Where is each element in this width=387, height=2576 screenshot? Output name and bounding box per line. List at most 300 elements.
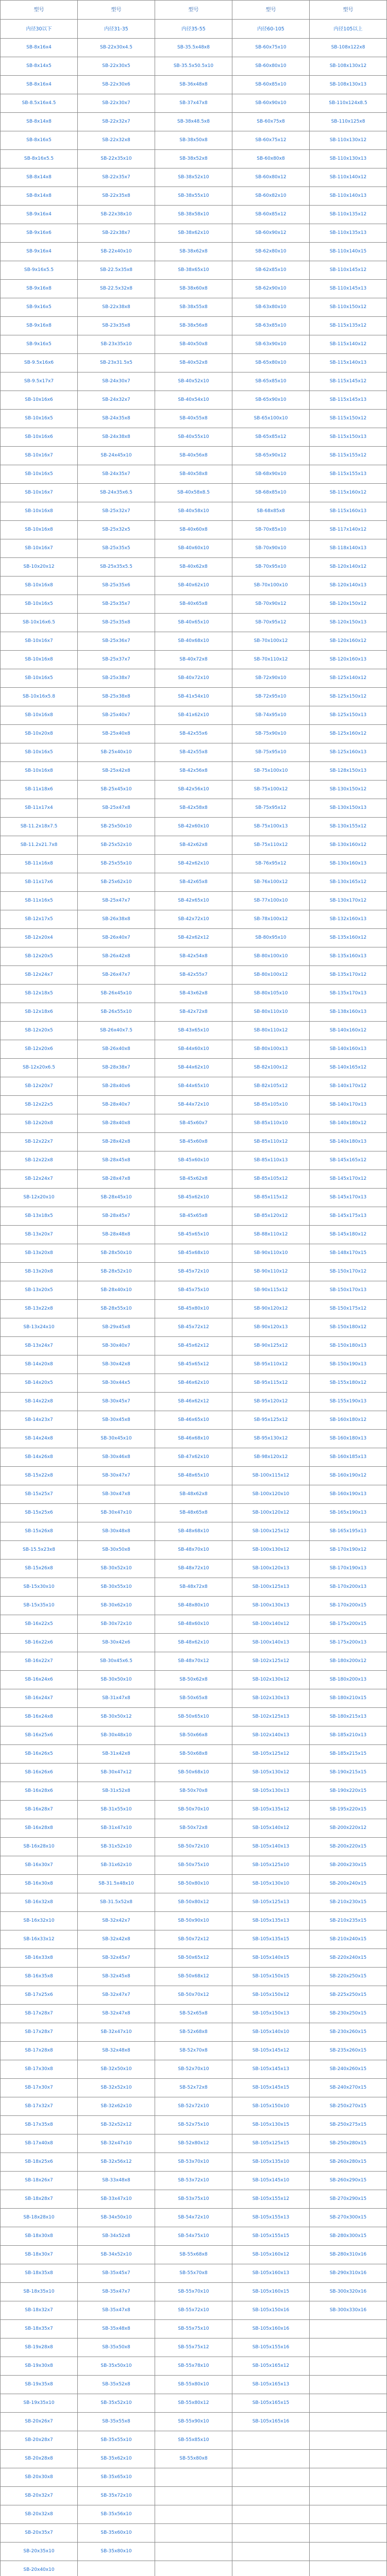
model-cell: SB-50x62x8 [155,1671,232,1689]
model-cell: SB-110x125x8 [310,113,387,131]
model-cell: SB-32x48x8 [78,2042,155,2060]
table-row [1,243,387,261]
model-cell: SB-190x215x15 [310,1764,387,1782]
table-row [1,168,387,187]
table-row [1,1986,387,2005]
model-cell: SB-70x110x12 [232,651,310,669]
model-cell: SB-38x56x8 [155,317,232,335]
model-cell: SB-30x47x8 [78,1485,155,1504]
model-cell: SB-102x140x13 [232,1726,310,1745]
model-cell: SB-105x135x10 [232,2153,310,2172]
model-cell: SB-10x16x8 [1,651,78,669]
model-cell: SB-90x125x12 [232,1337,310,1355]
model-cell: SB-43x62x8 [155,985,232,1003]
model-cell: SB-32x47x7 [78,1986,155,2005]
model-cell: SB-31x42x8 [78,1745,155,1764]
model-cell: SB-70x100x10 [232,577,310,595]
model-cell: SB-10x16x7 [1,484,78,502]
model-cell: SB-16x25x6 [1,1726,78,1745]
model-cell [232,2450,310,2468]
model-cell: SB-75x90x10 [232,725,310,743]
model-cell: SB-50x75x10 [155,1856,232,1875]
model-cell: SB-160x190x12 [310,1467,387,1485]
table-row [1,1560,387,1578]
model-cell: SB-55x75x10 [155,2320,232,2338]
model-cell: SB-10x16x8 [1,502,78,521]
model-cell: SB-33x48x8 [78,2172,155,2190]
model-cell: SB-135x160x12 [310,929,387,947]
model-cell: SB-42x62x10 [155,855,232,873]
table-row [1,2357,387,2376]
model-cell: SB-105x145x10 [232,2172,310,2190]
model-cell [232,2468,310,2487]
table-row [1,372,387,391]
model-cell: SB-8x14x8 [1,168,78,187]
model-cell: SB-32x47x8 [78,2005,155,2023]
model-cell: SB-38x62x10 [155,224,232,243]
model-cell: SB-165x195x13 [310,1522,387,1541]
model-cell: SB-30x48x10 [78,1726,155,1745]
model-cell: SB-52x68x8 [155,2023,232,2042]
model-cell: SB-12x20x6.5 [1,1059,78,1077]
model-cell: SB-10x16x6 [1,428,78,447]
model-cell: SB-16x33x12 [1,1930,78,1949]
model-cell: SB-35x45x7 [78,2264,155,2283]
model-cell: SB-300x320x16 [310,2283,387,2301]
model-cell: SB-50x90x10 [155,1912,232,1930]
table-row [1,335,387,354]
model-cell: SB-132x160x13 [310,910,387,929]
range-header-3: 内径35-55 [155,20,232,39]
model-cell: SB-32x47x10 [78,2023,155,2042]
model-cell: SB-65x85x12 [232,428,310,447]
model-cell: SB-17x28x7 [1,2023,78,2042]
model-cell: SB-14x20x8 [1,1355,78,1374]
model-cell: SB-53x72x10 [155,2172,232,2190]
model-cell: SB-38x62x8 [155,243,232,261]
model-cell: SB-50x65x12 [155,1949,232,1968]
model-cell: SB-105x130x12 [232,1764,310,1782]
table-row [1,1726,387,1745]
table-row [1,1504,387,1522]
model-cell [310,2394,387,2413]
table-row [1,2060,387,2079]
table-row [1,1022,387,1040]
table-row [1,187,387,206]
model-cell: SB-24x45x10 [78,447,155,465]
model-cell: SB-290x310x16 [310,2264,387,2283]
model-cell: SB-100x115x12 [232,1467,310,1485]
model-cell: SB-16x33x8 [1,1949,78,1968]
model-cell: SB-80x105x10 [232,985,310,1003]
table-row [1,1930,387,1949]
model-cell: SB-115x160x13 [310,502,387,521]
model-cell: SB-75x110x12 [232,836,310,855]
model-cell: SB-13x20x5 [1,1281,78,1300]
model-cell: SB-17x30x7 [1,2079,78,2097]
model-cell: SB-105x145x13 [232,2060,310,2079]
table-row [1,2023,387,2042]
model-cell [310,2357,387,2376]
model-cell [310,2524,387,2543]
table-row [1,2134,387,2153]
model-cell: SB-300x330x16 [310,2301,387,2320]
table-row [1,1875,387,1893]
model-cell: SB-75x95x10 [232,743,310,762]
model-cell: SB-28x47x8 [78,1170,155,1189]
model-cell: SB-100x120x10 [232,1485,310,1504]
model-cell: SB-48x60x10 [155,1615,232,1634]
model-cell [78,2561,155,2576]
column-header-4: 型号 [232,1,310,20]
model-cell: SB-105x140x12 [232,1819,310,1838]
model-cell: SB-105x155x15 [232,2227,310,2246]
model-cell: SB-25x32x7 [78,502,155,521]
model-cell: SB-26x40x7 [78,929,155,947]
model-cell: SB-35x80x10 [78,2543,155,2561]
model-cell: SB-11.2x18x7.5 [1,818,78,836]
model-cell: SB-130x150x13 [310,799,387,818]
model-cell: SB-100x120x12 [232,1504,310,1522]
table-row [1,1838,387,1856]
model-cell: SB-18x28x7 [1,2190,78,2209]
model-cell: SB-22x40x10 [78,243,155,261]
table-row [1,1578,387,1597]
model-cell: SB-20x26x7 [1,2413,78,2431]
model-cell: SB-50x80x10 [155,1875,232,1893]
model-cell: SB-30x62x10 [78,1597,155,1615]
model-cell: SB-50x68x8 [155,1745,232,1764]
model-cell: SB-105x145x15 [232,2079,310,2097]
model-cell: SB-160x190x13 [310,1485,387,1504]
table-row [1,2042,387,2060]
table-row [1,1003,387,1022]
model-cell: SB-75x95x12 [232,799,310,818]
model-cell: SB-100x120x13 [232,1560,310,1578]
table-row [1,2450,387,2468]
model-cell: SB-38x55x8 [155,298,232,317]
model-cell: SB-16x35x8 [1,1968,78,1986]
model-cell: SB-10x16x7 [1,632,78,651]
model-cell [232,2487,310,2505]
model-cell: SB-105x160x12 [232,2246,310,2264]
header-row [1,1,387,20]
table-row [1,1689,387,1708]
table-row [1,595,387,614]
model-cell: SB-40x52x10 [155,372,232,391]
model-cell: SB-52x70x8 [155,2042,232,2060]
model-cell [310,2468,387,2487]
table-row [1,947,387,966]
table-row [1,2227,387,2246]
table-row [1,1300,387,1318]
model-cell: SB-70x90x10 [232,539,310,558]
model-cell: SB-120x160x13 [310,651,387,669]
model-cell: SB-32x52x10 [78,2079,155,2097]
model-cell: SB-145x175x13 [310,1207,387,1226]
model-cell [310,2320,387,2338]
model-cell: SB-50x68x10 [155,1764,232,1782]
model-cell: SB-105x160x16 [232,2320,310,2338]
model-cell: SB-105x145x12 [232,2042,310,2060]
model-cell: SB-38x52x8 [155,150,232,168]
model-cell: SB-105x155x12 [232,2190,310,2209]
model-cell: SB-50x66x8 [155,1726,232,1745]
table-row [1,150,387,168]
model-cell: SB-250x275x15 [310,2116,387,2134]
table-row [1,1318,387,1337]
model-cell: SB-100x130x12 [232,1541,310,1560]
model-cell: SB-210x240x15 [310,1930,387,1949]
model-cell: SB-15x22x8 [1,1467,78,1485]
model-cell: SB-130x165x12 [310,873,387,892]
model-cell: SB-16x28x6 [1,1782,78,1801]
model-cell: SB-270x300x15 [310,2209,387,2227]
model-cell: SB-105x125x13 [232,1893,310,1912]
model-cell: SB-16x22x5 [1,1615,78,1634]
model-cell: SB-250x280x15 [310,2134,387,2153]
model-cell: SB-130x160x12 [310,836,387,855]
model-cell: SB-10x16x6 [1,391,78,410]
model-cell: SB-11x18x6 [1,781,78,799]
model-cell: SB-22x38x10 [78,206,155,224]
model-cell: SB-68x90x10 [232,465,310,484]
model-cell: SB-12x20x4 [1,929,78,947]
table-row [1,1355,387,1374]
model-cell: SB-32x56x12 [78,2153,155,2172]
model-cell: SB-120x150x12 [310,595,387,614]
model-cell: SB-170x200x15 [310,1597,387,1615]
model-cell: SB-80x95x10 [232,929,310,947]
table-row [1,1819,387,1838]
table-row [1,261,387,280]
model-cell: SB-102x125x12 [232,1652,310,1671]
model-cell: SB-35x72x10 [78,2487,155,2505]
model-cell: SB-210x235x15 [310,1912,387,1930]
model-cell: SB-160x180x13 [310,1430,387,1448]
model-cell: SB-105x130x10 [232,1875,310,1893]
model-cell: SB-42x55x8 [155,743,232,762]
model-cell: SB-16x24x7 [1,1689,78,1708]
model-cell: SB-17x40x8 [1,2134,78,2153]
model-cell: SB-30x47x7 [78,1467,155,1485]
model-cell: SB-230x260x15 [310,2023,387,2042]
model-cell: SB-55x75x12 [155,2338,232,2357]
model-cell: SB-32x62x10 [78,2097,155,2116]
model-cell: SB-22x38x8 [78,298,155,317]
model-cell: SB-25x47x7 [78,892,155,910]
model-cell: SB-50x72x10 [155,1838,232,1856]
model-cell: SB-200x220x12 [310,1819,387,1838]
model-cell: SB-23x31.5x5 [78,354,155,372]
model-cell: SB-128x150x13 [310,762,387,781]
model-cell [310,2431,387,2450]
model-cell: SB-150x190x13 [310,1355,387,1374]
table-row [1,1708,387,1726]
model-cell: SB-52x72x10 [155,2097,232,2116]
model-cell: SB-45x72x12 [155,1318,232,1337]
model-cell: SB-25x35x6 [78,577,155,595]
model-cell: SB-18x25x6 [1,2153,78,2172]
model-cell: SB-9x16x4 [1,243,78,261]
model-cell: SB-48x62x8 [155,1485,232,1504]
model-cell: SB-72x95x10 [232,688,310,706]
model-cell: SB-60x90x10 [232,94,310,113]
model-cell: SB-65x80x10 [232,354,310,372]
model-cell: SB-30x48x8 [78,1522,155,1541]
model-cell: SB-10x16x7 [1,447,78,465]
model-cell: SB-260x290x15 [310,2172,387,2190]
model-cell: SB-160x185x13 [310,1448,387,1467]
model-cell: SB-45x65x12 [155,1355,232,1374]
model-cell: SB-22.5x32x8 [78,280,155,298]
table-row [1,1541,387,1560]
model-cell: SB-180x200x13 [310,1671,387,1689]
model-cell: SB-150x180x13 [310,1337,387,1355]
model-cell: SB-40x56x8 [155,447,232,465]
model-cell: SB-8x16x5.5 [1,150,78,168]
model-cell: SB-120x160x12 [310,632,387,651]
model-cell: SB-17x30x8 [1,2060,78,2079]
model-cell: SB-14x20x5 [1,1374,78,1393]
model-cell: SB-11x16x8 [1,855,78,873]
model-cell: SB-9x16x5 [1,298,78,317]
model-cell: SB-68x85x8 [232,502,310,521]
model-cell: SB-26x45x10 [78,985,155,1003]
column-header-1: 型号 [1,1,78,20]
model-cell: SB-135x170x13 [310,985,387,1003]
table-row [1,706,387,725]
model-cell: SB-45x60x7 [155,1114,232,1133]
model-cell: SB-55x80x12 [155,2394,232,2413]
table-row [1,1597,387,1615]
model-cell: SB-85x110x12 [232,1133,310,1151]
model-cell: SB-22x30x7 [78,94,155,113]
model-cell: SB-14x22x8 [1,1393,78,1411]
model-cell: SB-100x125x12 [232,1522,310,1541]
model-cell: SB-105x135x15 [232,1930,310,1949]
model-cell: SB-65x90x10 [232,391,310,410]
model-cell: SB-35x52x8 [78,2376,155,2394]
model-cell: SB-63x85x10 [232,317,310,335]
model-cell: SB-40x62x10 [155,577,232,595]
model-cell: SB-225x250x15 [310,1986,387,2005]
model-cell: SB-30x50x8 [78,1541,155,1560]
model-cell: SB-28x45x10 [78,1189,155,1207]
model-cell: SB-20x30x8 [1,2468,78,2487]
model-cell: SB-80x100x10 [232,947,310,966]
table-row [1,1151,387,1170]
model-cell: SB-100x125x13 [232,1578,310,1597]
model-cell: SB-8x16x4 [1,76,78,94]
model-cell: SB-150x170x13 [310,1281,387,1300]
model-cell: SB-22x38x7 [78,224,155,243]
model-cell: SB-42x72x8 [155,1003,232,1022]
model-cell: SB-125x160x12 [310,725,387,743]
model-cell: SB-100x140x12 [232,1615,310,1634]
model-cell: SB-35x55x10 [78,2431,155,2450]
table-row [1,836,387,855]
table-row [1,1114,387,1133]
model-cell: SB-117x140x12 [310,521,387,539]
model-cell: SB-45x60x8 [155,1133,232,1151]
model-cell: SB-150x175x12 [310,1300,387,1318]
model-cell: SB-28x52x10 [78,1263,155,1281]
model-cell: SB-170x200x13 [310,1578,387,1597]
model-cell: SB-55x78x10 [155,2357,232,2376]
model-cell: SB-32x50x10 [78,2060,155,2079]
model-cell: SB-15x25x7 [1,1485,78,1504]
model-cell: SB-105x140x15 [232,1949,310,1968]
table-row [1,2320,387,2338]
model-cell: SB-76x95x12 [232,855,310,873]
model-cell: SB-120x150x13 [310,614,387,632]
model-cell: SB-42x62x8 [155,836,232,855]
model-cell: SB-35x60x10 [78,2524,155,2543]
model-cell: SB-22x30x6 [78,76,155,94]
model-cell: SB-22x35x8 [78,187,155,206]
table-row [1,39,387,57]
model-cell: SB-25x35x5.5 [78,558,155,577]
model-cell: SB-16x26x6 [1,1764,78,1782]
model-cell: SB-12x20x6 [1,1040,78,1059]
model-cell: SB-35x50x10 [78,2357,155,2376]
model-cell: SB-48x68x10 [155,1522,232,1541]
model-cell: SB-30x52x10 [78,1560,155,1578]
model-cell: SB-18x30x7 [1,2246,78,2264]
table-row [1,558,387,577]
model-cell: SB-13x22x8 [1,1300,78,1318]
model-cell: SB-25x62x10 [78,873,155,892]
model-cell: SB-25x36x7 [78,632,155,651]
model-cell: SB-30x44x5 [78,1374,155,1393]
model-cell: SB-38x60x8 [155,280,232,298]
model-cell: SB-62x85x10 [232,261,310,280]
table-row [1,1077,387,1096]
model-cell [232,2524,310,2543]
model-cell: SB-30x72x10 [78,1615,155,1634]
table-row [1,2097,387,2116]
model-cell: SB-32x52x12 [78,2116,155,2134]
model-cell: SB-16x24x8 [1,1708,78,1726]
model-cell: SB-220x240x15 [310,1949,387,1968]
model-cell: SB-24x38x8 [78,428,155,447]
model-cell: SB-45x65x10 [155,1226,232,1244]
model-cell: SB-30x45x7 [78,1393,155,1411]
model-cell: SB-125x150x13 [310,706,387,725]
model-cell: SB-102x130x12 [232,1671,310,1689]
model-cell: SB-250x270x15 [310,2097,387,2116]
model-cell: SB-8x14x5 [1,57,78,76]
model-cell: SB-105x140x13 [232,1838,310,1856]
model-cell: SB-90x115x12 [232,1281,310,1300]
model-cell: SB-130x170x12 [310,892,387,910]
model-cell: SB-70x85x10 [232,521,310,539]
model-cell: SB-105x125x12 [232,1745,310,1764]
model-cell: SB-24x35x6.5 [78,484,155,502]
model-cell: SB-95x110x12 [232,1355,310,1374]
model-cell: SB-55x85x10 [155,2431,232,2450]
table-row [1,2246,387,2264]
model-cell: SB-60x85x12 [232,206,310,224]
model-cell: SB-145x170x12 [310,1170,387,1189]
model-cell: SB-165x190x13 [310,1504,387,1522]
model-cell: SB-45x65x8 [155,1207,232,1226]
model-cell: SB-19x30x8 [1,2357,78,2376]
table-row [1,1764,387,1782]
table-row [1,76,387,94]
model-cell: SB-75x100x10 [232,762,310,781]
